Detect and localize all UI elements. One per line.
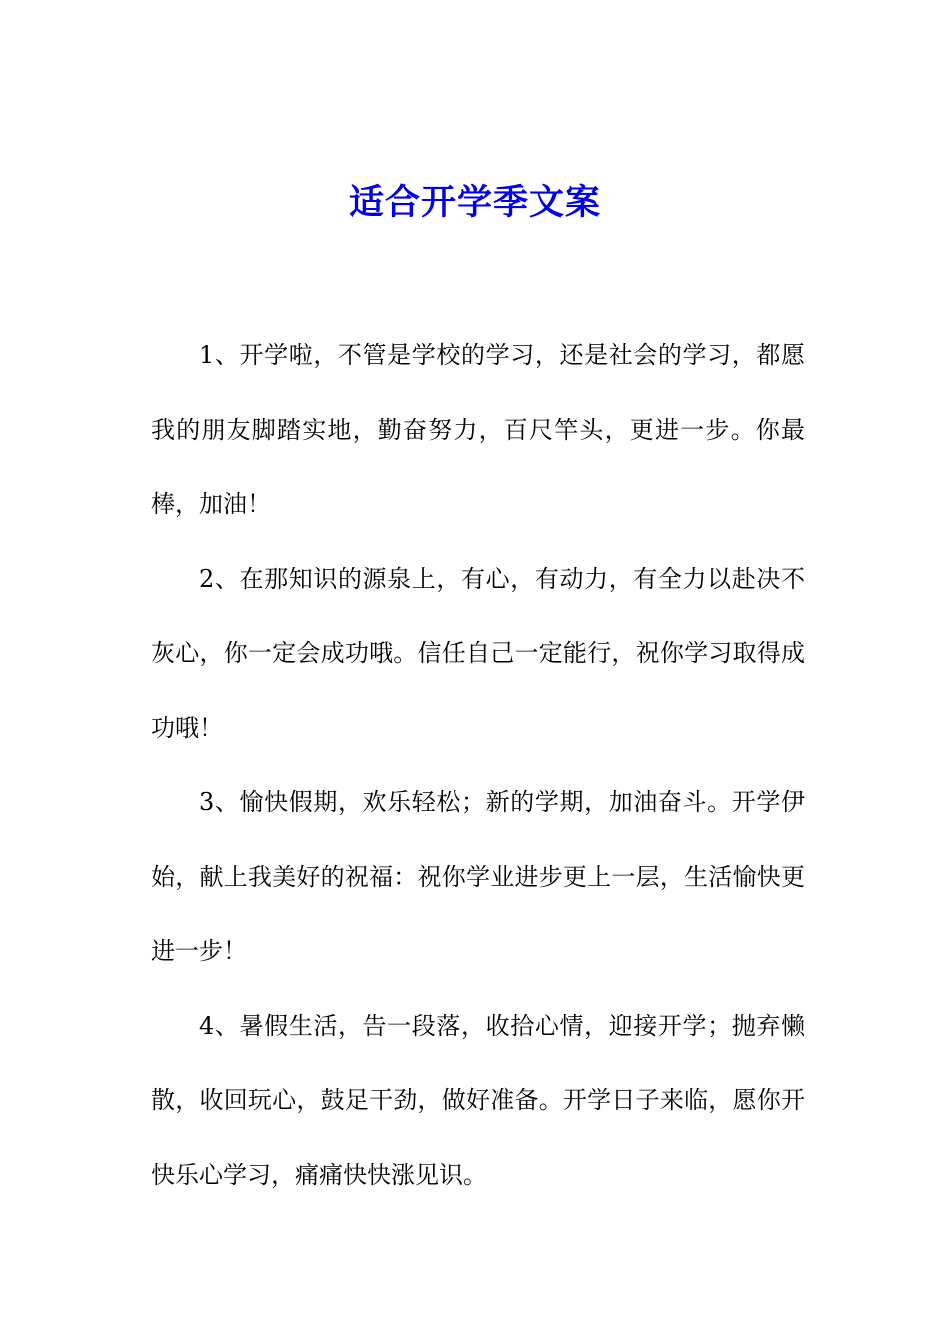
document-body (151, 318, 805, 1212)
paragraph-2: 2、在那知识的源泉上，有心，有动力，有全力以赴决不灰心，你一定会成功哦。信任自己一定能行，祝你学习取得成功哦！ (151, 564, 805, 742)
paragraph-1: 1、开学啦，不管是学校的学习，还是社会的学习，都愿我的朋友脚踏实地，勤奋努力，百尺竿头，更进一步。你最棒，加油！ (151, 341, 805, 518)
paragraph-4: 4、暑假生活，告一段落，收拾心情，迎接开学；抛弃懒散，收回玩心，鼓足干劲，做好准备。开学日子来临，愿你开快乐心学习，痛痛快快涨见识。 (151, 1011, 805, 1189)
paragraph-3: 3、愉快假期，欢乐轻松；新的学期，加油奋斗。开学伊始，献上我美好的祝福：祝你学业进步更上一层，生活愉快更进一步！ (151, 788, 805, 965)
document-title: 适合开学季文案 (348, 183, 601, 223)
